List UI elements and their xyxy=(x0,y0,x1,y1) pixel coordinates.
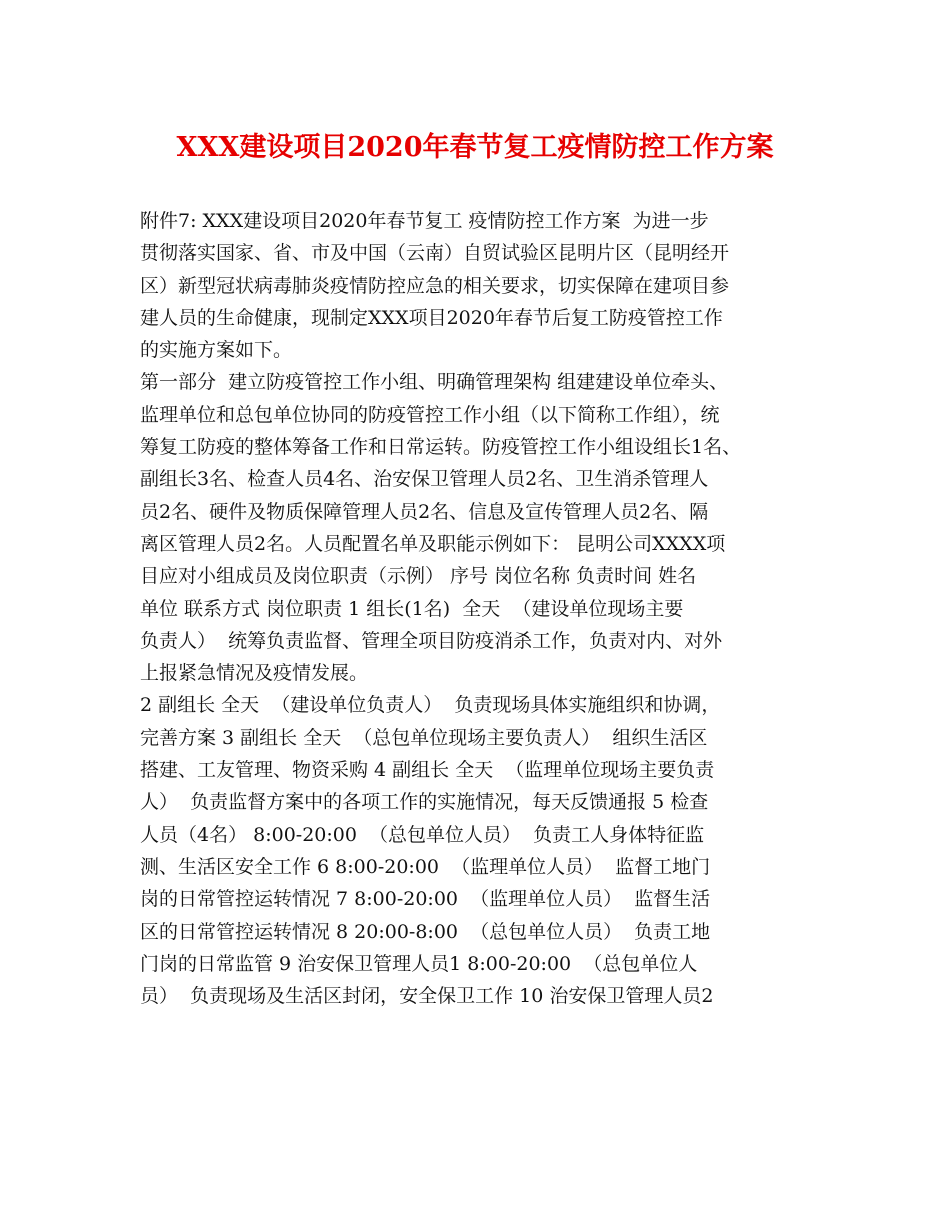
body-text-line: 完善方案 3 副组长 全天 （总包单位现场主要负责人） 组织生活区 xyxy=(140,726,708,749)
body-text-line: 副组长3名、检查人员4名、治安保卫管理人员2名、卫生消杀管理人 xyxy=(140,468,709,491)
body-text-line: 第一部分 建立防疫管控工作小组、明确管理架构 组建建设单位牵头、 xyxy=(140,371,729,394)
body-text-line: 人） 负责监督方案中的各项工作的实施情况，每天反馈通报 5 检查 xyxy=(140,791,709,814)
body-text-line: 附件7: XXX建设项目2020年春节复工 疫情防控工作方案 为进一步 xyxy=(140,210,709,232)
body-text-line: 监理单位和总包单位协同的防疫管控工作小组（以下简称工作组），统 xyxy=(140,403,720,426)
body-text-line: 员2名、硬件及物质保障管理人员2名、信息及宣传管理人员2名、隔 xyxy=(140,500,709,523)
body-text-line: 区）新型冠状病毒肺炎疫情防控应急的相关要求，切实保障在建项目参 xyxy=(140,274,730,297)
body-text-line: 上报紧急情况及疫情发展。 xyxy=(140,662,369,685)
body-text-line: 区的日常管控运转情况 8 20:00-8:00 （总包单位人员） 负责工地 xyxy=(140,920,711,943)
body-text-line: 的实施方案如下。 xyxy=(140,339,293,362)
body-text-line: 岗的日常管控运转情况 7 8:00-20:00 （监理单位人员） 监督生活 xyxy=(140,888,711,911)
body-text-line: 人员（4名） 8:00-20:00 （总包单位人员） 负责工人身体特征监 xyxy=(140,823,705,846)
body-text-line: 负责人） 统筹负责监督、管理全项目防疫消杀工作，负责对内、对外 xyxy=(140,629,723,652)
body-text-line: 离区管理人员2名。人员配置名单及职能示例如下： 昆明公司XXXX项 xyxy=(140,532,726,555)
body-text-line: 门岗的日常监管 9 治安保卫管理人员1 8:00-20:00 （总包单位人 xyxy=(140,952,698,975)
document-body xyxy=(140,205,820,1012)
body-text-line: 建人员的生命健康，现制定XXX项目2020年春节后复工防疫管控工作 xyxy=(140,306,723,329)
body-text-line: 搭建、工友管理、物资采购 4 副组长 全天 （监理单位现场主要负责 xyxy=(140,759,715,782)
body-text-line: 员） 负责现场及生活区封闭，安全保卫工作 10 治安保卫管理人员2 xyxy=(140,985,714,1008)
body-text-line: 筹复工防疫的整体筹备工作和日常运转。防疫管控工作小组设组长1名、 xyxy=(140,436,742,459)
body-text-line: 2 副组长 全天 （建设单位负责人） 负责现场具体实施组织和协调， xyxy=(140,694,721,717)
document-title: XXX建设项目2020年春节复工疫情防控工作方案 xyxy=(176,132,774,163)
body-text-line: 测、生活区安全工作 6 8:00-20:00 （监理单位人员） 监督工地门 xyxy=(140,855,711,878)
body-text-line: 贯彻落实国家、省、市及中国（云南）自贸试验区昆明片区（昆明经开 xyxy=(140,242,730,265)
body-text-line: 目应对小组成员及岗位职责（示例） 序号 岗位名称 负责时间 姓名 xyxy=(140,565,697,588)
body-text-line: 单位 联系方式 岗位职责 1 组长(1名) 全天 （建设单位现场主要 xyxy=(140,597,684,620)
